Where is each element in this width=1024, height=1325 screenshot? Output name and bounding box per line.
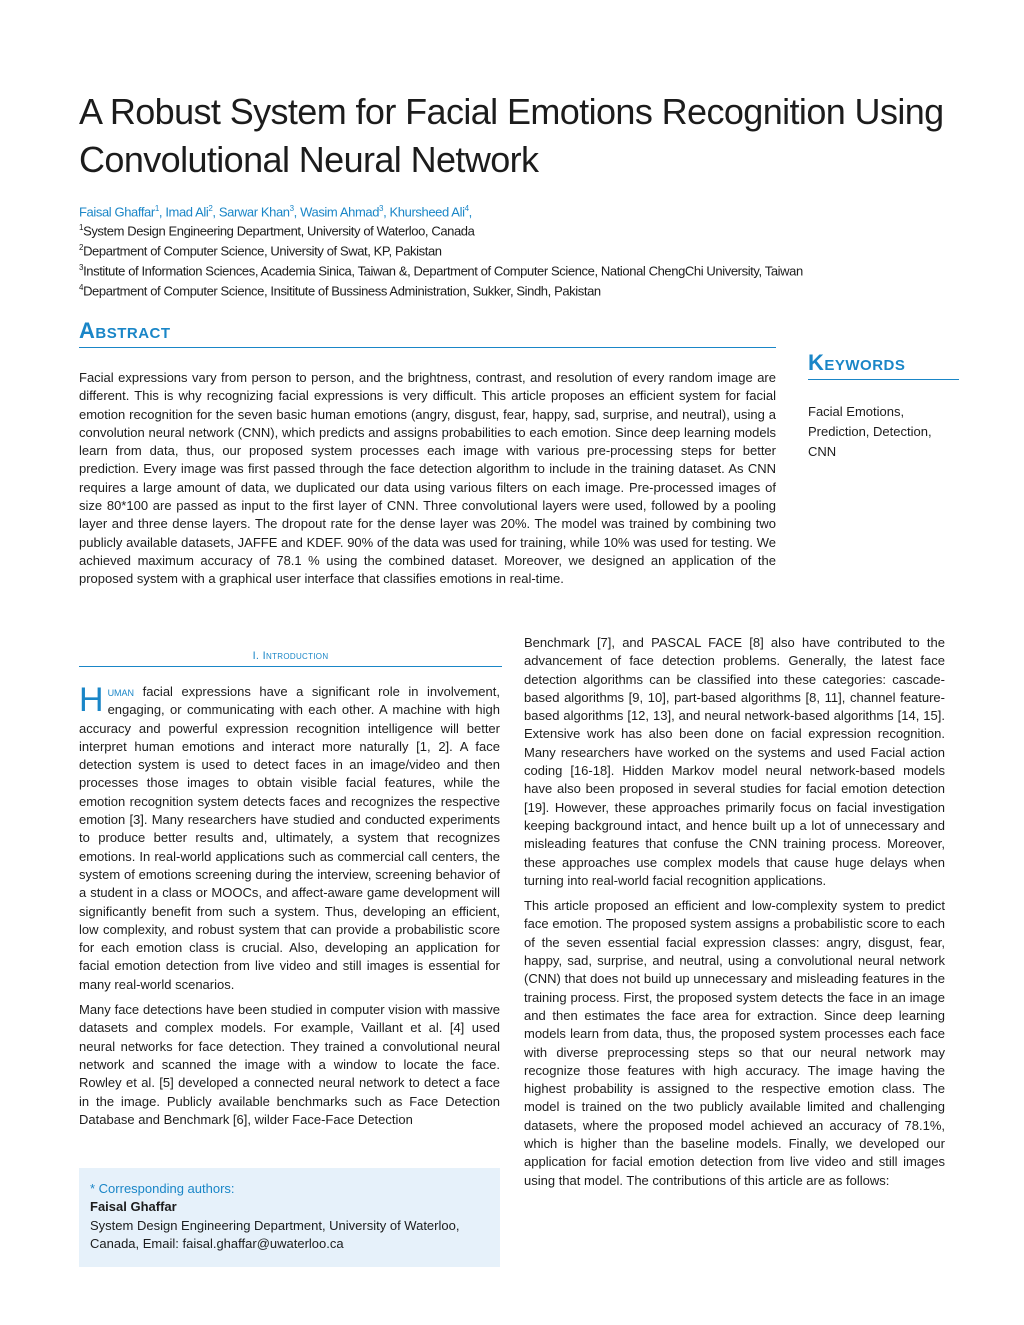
- correspondence-line-2: Canada, Email: faisal.ghaffar@uwaterloo.ca: [90, 1235, 344, 1251]
- author-list: Faisal Ghaffar$^1$, Imad Ali$^2$, Sarwar Khan$^3$, Wasim Ahmad$^3$, Khursheed Ali$^4$,: [79, 204, 472, 220]
- introduction-rule: [79, 666, 502, 667]
- author-sup: 2: [208, 204, 213, 213]
- author-name: Khursheed Ali: [389, 204, 465, 220]
- affiliation: [79, 259, 979, 280]
- abstract-text: Facial expressions vary from person to person, and the brightness, contrast, and resolution of every random image are different. This is why recognizing facial expressions is very difficult. This article proposes an efficient system for facial emotion recognition for the seven basic human emotions (angry, disgust, fear, happy, sad, surprise, and neutral), using a convolution neural network (CNN), which predicts and assigns probabilities to each emotion. Since deep learning models learn from data, thus, our proposed system processes each image with various pre-processing steps for better prediction. Every image was first passed through the face detection algorithm to include in the training dataset. As CNN requires a large amount of data, we duplicated our data using various filters on each image. Pre-processed images of size 80*100 are passed as input to the first layer of CNN. Three convolutional layers were used, followed by a pooling layer and three dense layers. The dropout rate for the dense layer was 20%. The model was trained by combining two publicly available datasets, JAFFE and KDEF. 90% of the data was used for training, while 10% was used for testing. We achieved maximum accuracy of 78.1 % using the combined dataset. Moreover, we designed an application of the proposed system with a graphical user interface that classifies emotions in real-time.: [79, 370, 776, 587]
- affiliation-text: Department of Computer Science, Insititute of Bussiness Administration, Sukker, Sindh, Pakistan: [83, 283, 601, 299]
- introduction-heading: I. Introduction: [252, 650, 329, 662]
- author-name: Sarwar Khan: [218, 204, 290, 220]
- left-column: [79, 683, 500, 1136]
- correspondence-name: Faisal Ghaffar: [90, 1199, 177, 1215]
- author-sup: 3: [289, 204, 294, 213]
- abstract-rule: [79, 347, 776, 348]
- right-column: [524, 634, 945, 1197]
- intro-paragraph-3: Benchmark [7], and PASCAL FACE [8] also have contributed to the advancement of face detection problems. Generally, the latest face detection algorithms can be classified into these categories: cascade-based algorithms [9, 10], part-based algorithms [8, 11], channel feature-based algorithms [12, 13], and neural network-based algorithms [14, 15]. Extensive work has also been done on facial expression recognition. Many researchers have worked on the systems and used Facial action coding [16-18]. Hidden Markov model neural network-based models have also been proposed in several studies for facial emotion detection [19]. However, these approaches primarily focus on facial investigation keeping background intact, and hence built up a lot of unnecessary and misleading features that confuse the CNN training process. Moreover, these approaches use complex models that cause huge delays when turning into real-world facial recognition applications.: [524, 635, 945, 888]
- paper-title-line-2: Convolutional Neural Network: [79, 139, 539, 180]
- affiliation: [79, 279, 979, 300]
- correspondence-heading: * Corresponding authors:: [90, 1181, 235, 1196]
- affiliation-sup: 1: [79, 223, 84, 232]
- keywords-rule: [808, 379, 959, 380]
- affiliation-sup: 2: [79, 243, 84, 252]
- intro-paragraph-1: [79, 683, 500, 994]
- affiliation: [79, 239, 979, 260]
- author-name: Imad Ali: [165, 204, 209, 220]
- correspondence-box: [79, 1168, 500, 1267]
- author-sup: 4: [464, 204, 469, 213]
- paper-title-line-1: A Robust System for Facial Emotions Recognition Using: [79, 91, 944, 132]
- affiliation-text: System Design Engineering Department, University of Waterloo, Canada: [83, 223, 475, 239]
- dropcap-letter: H: [79, 681, 104, 719]
- affiliation: [79, 219, 979, 240]
- author-sup: 3: [379, 204, 384, 213]
- correspondence-line-1: System Design Engineering Department, University of Waterloo,: [90, 1217, 460, 1233]
- affiliation-sup: 4: [79, 283, 84, 292]
- author-sup: 1: [154, 204, 159, 213]
- paragraph-text: facial expressions have a significant role in involvement, engaging, or communicating with each other. A machine with high accuracy and powerful expression recognition intelligence will better interpret human emotions and interact more naturally [1, 2]. A face detection system is used to detect faces in an image/video and then processes those images to obtain visible facial features, while the emotion recognition system detects faces and recognizes the respective emotion [3]. Many researchers have studied and conducted experiments to produce better results and, ultimately, a system that recognizes emotions. In real-world applications such as commercial call centers, the system of emotions screening during the interview, screening behavior of a student in a class or MOOCs, and affect-aware game development will significantly benefit from such a system. Thus, developing an efficient, low complexity, and robust system that can provide a probabilistic score for each emotion class is crucial. Also, developing an application for facial emotion detection from live video and still images is essential for many real-world scenarios.: [79, 684, 500, 992]
- keywords-text: Facial Emotions, Prediction, Detection, CNN: [808, 404, 932, 459]
- keywords-heading: Keywords: [808, 350, 906, 375]
- abstract-heading: Abstract: [79, 318, 171, 343]
- author-name: Faisal Ghaffar: [79, 204, 155, 220]
- paper-title: [79, 88, 979, 184]
- lead-word: uman: [107, 684, 135, 699]
- author-name: Wasim Ahmad: [300, 204, 380, 220]
- affiliation-text: Institute of Information Sciences, Academia Sinica, Taiwan &, Department of Computer Science, National ChengChi University, Taiwan: [83, 263, 803, 279]
- intro-paragraph-2: Many face detections have been studied in computer vision with massive datasets and complex models. For example, Vaillant et al. [4] used neural networks for face detection. They trained a convolutional neural network and scanned the image with a window to locate the face. Rowley et al. [5] developed a connected neural network to detect a face in the image. Publicly available benchmarks such as Face Detection Database and Benchmark [6], wilder Face-Face Detection: [79, 1002, 500, 1127]
- intro-paragraph-4: This article proposed an efficient and low-complexity system to predict face emotion. The proposed system assigns a probabilistic score to each of the seven essential facial expression classes: angry, disgust, fear, happy, sad, surprise, and neutral, using a convolutional neural network (CNN) that does not build up unnecessary and misleading features in the training process. First, the proposed system detects the face in an image and then estimates the face area for extraction. Since deep learning models learn from data, thus, the proposed system processes each face with diverse preprocessing steps so that our neural network may recognize those features with high accuracy. The image having the highest probability is assigned to the respective emotion class. The model is trained on the two publicly available limited and challenging datasets, where the proposed model achieved an accuracy of 78.1%, which is higher than the baseline models. Finally, we developed our application for facial emotion detection from live video and still images using that model. The contributions of this article are as follows:: [524, 898, 945, 1188]
- affiliation-text: Department of Computer Science, University of Swat, KP, Pakistan: [83, 243, 442, 259]
- affiliation-sup: 3: [79, 263, 84, 272]
